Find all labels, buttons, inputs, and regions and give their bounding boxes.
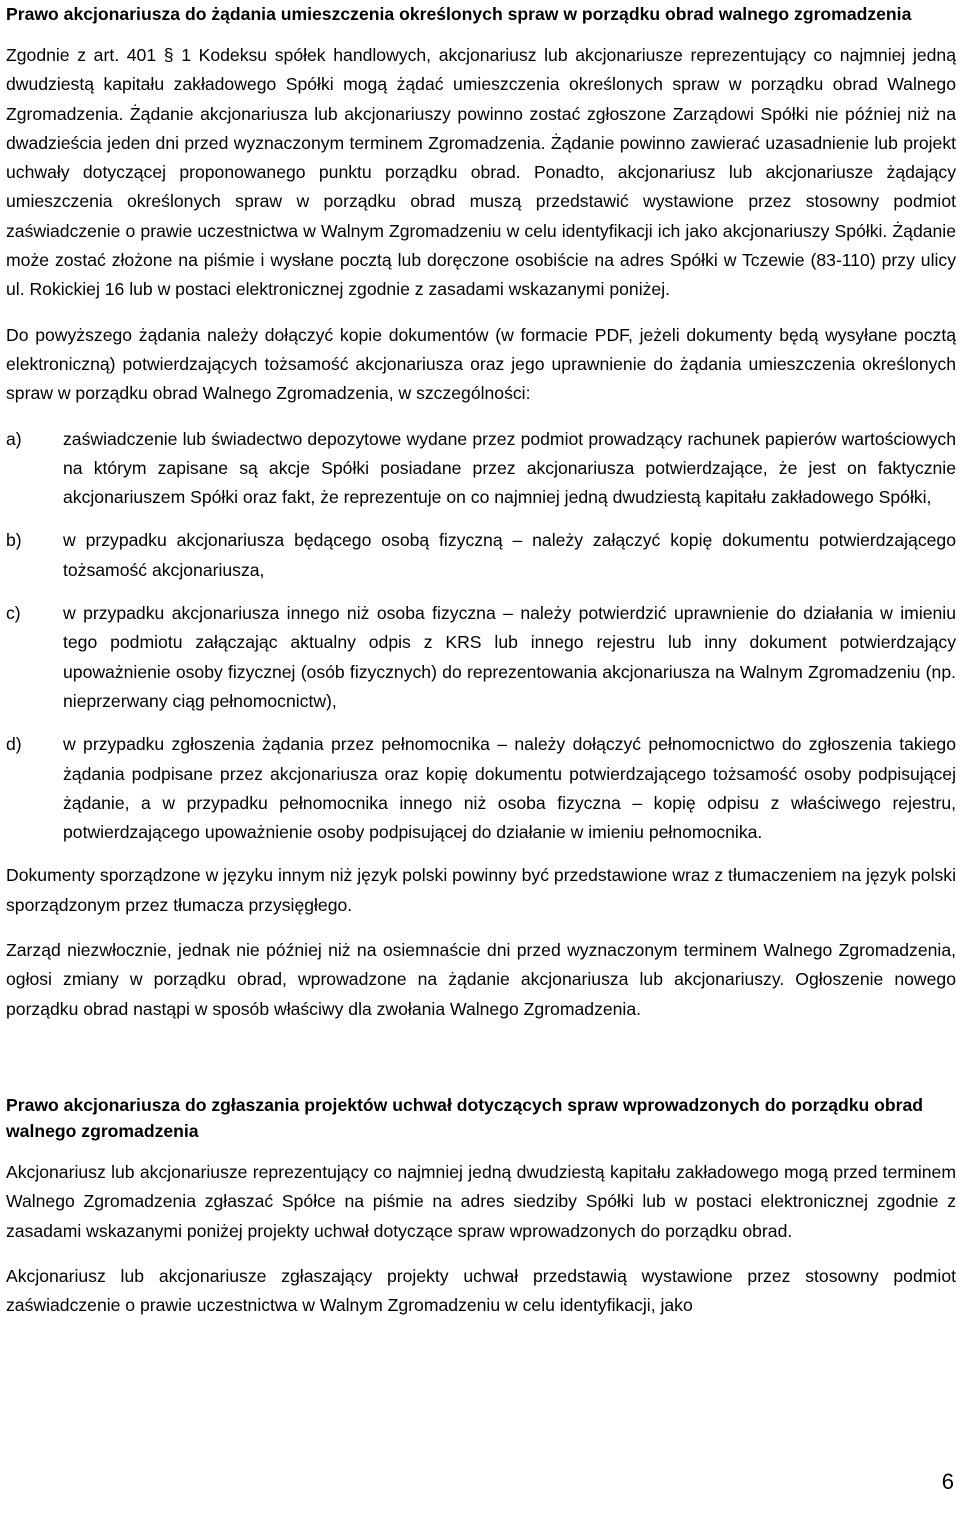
section2-paragraph-2: Akcjonariusz lub akcjonariusze zgłaszający projekty uchwał przedstawią wystawione przez stosowny podmiot zaświadczenie o prawie uczestnictwa w Walnym Zgromadzeniu w celu identyfikacji, jako — [6, 1265, 956, 1316]
document-page — [6, 0, 956, 1320]
section1-closing-2: Zarząd niezwłocznie, jednak nie później niż na osiemnaście dni przed wyznaczonym terminem Walnego Zgromadzenia, ogłosi zmiany w porządku obrad, wprowadzone na żądanie akcjonariusza lub akcjonariuszy. Ogłoszenie nowego porządku obrad nastąpi w sposób właściwy dla zwołania Walnego Zgromadzenia. — [6, 940, 956, 1019]
requirements-list — [6, 425, 956, 848]
list-item-marker: d) — [6, 734, 22, 755]
list-item-text: zaświadczenie lub świadectwo depozytowe wydane przez podmiot prowadzący rachunek papierów wartościowych na którym zapisane są akcje Spółki posiadane przez akcjonariusza potwierdzające, że jest on faktycznie akcjonariuszem Spółki oraz fakt, że reprezentuje on co najmniej jedną dwudziestą kapitału zakładowego Spółki, — [63, 428, 956, 508]
list-item-marker: b) — [6, 530, 22, 551]
section2-paragraph-1: Akcjonariusz lub akcjonariusze reprezentujący co najmniej jedną dwudziestą kapitału zakładowego mogą przed terminem Walnego Zgromadzenia zgłaszać Spółce na piśmie na adres siedziby Spółki lub w postaci elektronicznej zgodnie z zasadami wskazanymi poniżej projekty uchwał dotyczące spraw wprowadzonych do porządku obrad. — [6, 1161, 956, 1241]
section1-paragraph-1: Zgodnie z art. 401 § 1 Kodeksu spółek handlowych, akcjonariusz lub akcjonariusze reprezentujący co najmniej jedną dwudziestą kapitału zakładowego Spółki mogą żądać umieszczenia określonych spraw w porządku obrad Walnego Zgromadzenia. Żądanie akcjonariusza lub akcjonariuszy powinno zostać zgłoszone Zarządowi Spółki nie później niż na dwadzieścia jeden dni przed wyznaczonym terminem Zgromadzenia. Żądanie powinno zawierać uzasadnienie lub projekt uchwały dotyczącej proponowanego punktu porządku obrad. Ponadto, akcjonariusz lub akcjonariusze żądający umieszczenia określonych spraw w porządku obrad muszą przedstawić wystawione przez stosowny podmiot zaświadczenie o prawie uczestnictwa w Walnym Zgromadzeniu w celu identyfikacji ich jako akcjonariuszy Spółki. Żądanie może zostać złożone na piśmie i wysłane pocztą lub doręczone osobiście na adres Spółki w Tczewie (83-110) przy ulicy ul. Rokickiej 16 lub w postaci elektronicznej zgodnie z zasadami wskazanymi poniżej. — [6, 45, 956, 300]
list-item — [6, 599, 956, 716]
page-number: 6 — [941, 1469, 954, 1494]
list-item-marker: c) — [6, 603, 21, 624]
list-item — [6, 730, 956, 847]
list-item-text: w przypadku akcjonariusza innego niż osoba fizyczna – należy potwierdzić uprawnienie do działania w imieniu tego podmiotu załączając aktualny odpis z KRS lub innego rejestru lub inny dokument potwierdzający upoważnienie osoby fizycznej (osób fizycznych) do reprezentowania akcjonariusza na Walnym Zgromadzeniu (np. nieprzerwany ciąg pełnomocnictw), — [63, 603, 956, 711]
list-item-text: w przypadku akcjonariusza będącego osobą fizyczną – należy załączyć kopię dokumentu potwierdzającego tożsamość akcjonariusza, — [63, 530, 956, 580]
section1-heading: Prawo akcjonariusza do żądania umieszczenia określonych spraw w porządku obrad walnego zgromadzenia — [6, 4, 912, 24]
list-item-text: w przypadku zgłoszenia żądania przez pełnomocnika – należy dołączyć pełnomocnictwo do zgłoszenia takiego żądania podpisane przez akcjonariusza oraz kopię dokumentu potwierdzającego tożsamość osoby podpisującej żądanie, a w przypadku pełnomocnika innego niż osoba fizyczna – kopię odpisu z właściwego rejestru, potwierdzającego upoważnienie osoby podpisującej do działanie w imieniu pełnomocnika. — [63, 734, 956, 843]
section1-closing-1: Dokumenty sporządzone w języku innym niż język polski powinny być przedstawione wraz z tłumaczeniem na język polski sporządzonym przez tłumacza przysięgłego. — [6, 865, 956, 915]
section1-paragraph-2: Do powyższego żądania należy dołączyć kopie dokumentów (w formacie PDF, jeżeli dokumenty będą wysyłane pocztą elektroniczną) potwierdzających tożsamość akcjonariusza oraz jego uprawnienie do żądania umieszczenia określonych spraw w porządku obrad Walnego Zgromadzenia, w szczególności: — [6, 324, 956, 404]
list-item — [6, 425, 956, 513]
list-item — [6, 526, 956, 585]
list-item-marker: a) — [6, 428, 22, 449]
section2-heading: Prawo akcjonariusza do zgłaszania projektów uchwał dotyczących spraw wprowadzonych do porządku obrad walnego zgromadzenia — [6, 1094, 924, 1141]
